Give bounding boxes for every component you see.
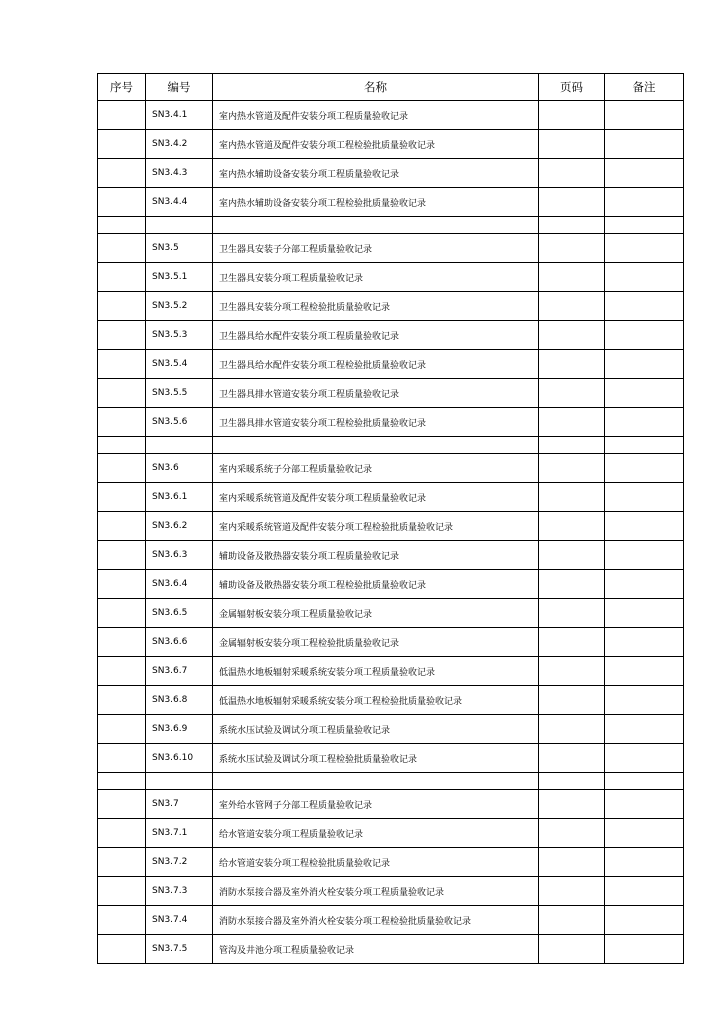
seq-cell xyxy=(98,437,146,454)
code-cell: SN3.6.6 xyxy=(146,628,213,657)
table-header xyxy=(98,74,684,101)
page-cell xyxy=(539,437,605,454)
name-cell: 金属辐射板安装分项工程质量验收记录 xyxy=(213,599,539,628)
seq-cell xyxy=(98,188,146,217)
code-cell: SN3.7.5 xyxy=(146,935,213,964)
seq-cell xyxy=(98,744,146,773)
code-cell: SN3.7.4 xyxy=(146,906,213,935)
table-row-blank xyxy=(98,437,684,454)
table-row xyxy=(98,130,684,159)
table-row xyxy=(98,483,684,512)
table-row xyxy=(98,454,684,483)
name-cell: 管沟及井池分项工程质量验收记录 xyxy=(213,935,539,964)
name-cell: 卫生器具安装子分部工程质量验收记录 xyxy=(213,234,539,263)
table-row xyxy=(98,570,684,599)
note-cell xyxy=(605,512,684,541)
table-row xyxy=(98,657,684,686)
seq-cell xyxy=(98,570,146,599)
header-row xyxy=(98,74,684,101)
page-cell xyxy=(539,599,605,628)
page-cell xyxy=(539,217,605,234)
seq-cell xyxy=(98,877,146,906)
note-cell xyxy=(605,408,684,437)
seq-cell xyxy=(98,657,146,686)
table-row xyxy=(98,906,684,935)
page-cell xyxy=(539,321,605,350)
name-cell: 系统水压试验及调试分项工程检验批质量验收记录 xyxy=(213,744,539,773)
code-cell: SN3.5.2 xyxy=(146,292,213,321)
table-row xyxy=(98,744,684,773)
table-body xyxy=(98,101,684,964)
name-cell: 低温热水地板辐射采暖系统安装分项工程质量验收记录 xyxy=(213,657,539,686)
code-cell: SN3.5.1 xyxy=(146,263,213,292)
page-cell xyxy=(539,906,605,935)
header-name: 名称 xyxy=(213,74,539,101)
name-cell: 卫生器具排水管道安装分项工程检验批质量验收记录 xyxy=(213,408,539,437)
table-row xyxy=(98,935,684,964)
seq-cell xyxy=(98,599,146,628)
code-cell: SN3.5 xyxy=(146,234,213,263)
seq-cell xyxy=(98,379,146,408)
code-cell: SN3.5.5 xyxy=(146,379,213,408)
code-cell: SN3.4.3 xyxy=(146,159,213,188)
name-cell: 低温热水地板辐射采暖系统安装分项工程检验批质量验收记录 xyxy=(213,686,539,715)
table-row xyxy=(98,686,684,715)
page-cell xyxy=(539,715,605,744)
name-cell: 消防水泵接合器及室外消火栓安装分项工程质量验收记录 xyxy=(213,877,539,906)
table-row-blank xyxy=(98,217,684,234)
note-cell xyxy=(605,570,684,599)
note-cell xyxy=(605,819,684,848)
note-cell xyxy=(605,599,684,628)
table-row xyxy=(98,512,684,541)
seq-cell xyxy=(98,715,146,744)
code-cell: SN3.6.4 xyxy=(146,570,213,599)
page-cell xyxy=(539,408,605,437)
name-cell: 卫生器具给水配件安装分项工程质量验收记录 xyxy=(213,321,539,350)
code-cell xyxy=(146,773,213,790)
code-cell: SN3.6.1 xyxy=(146,483,213,512)
code-cell: SN3.5.4 xyxy=(146,350,213,379)
seq-cell xyxy=(98,819,146,848)
name-cell: 室内热水辅助设备安装分项工程检验批质量验收记录 xyxy=(213,188,539,217)
page-cell xyxy=(539,570,605,599)
name-cell: 辅助设备及散热器安装分项工程质量验收记录 xyxy=(213,541,539,570)
note-cell xyxy=(605,292,684,321)
table-row xyxy=(98,819,684,848)
seq-cell xyxy=(98,263,146,292)
table-row xyxy=(98,188,684,217)
code-cell: SN3.6.9 xyxy=(146,715,213,744)
seq-cell xyxy=(98,130,146,159)
note-cell xyxy=(605,483,684,512)
page-cell xyxy=(539,773,605,790)
note-cell xyxy=(605,790,684,819)
name-cell: 室外给水管网子分部工程质量验收记录 xyxy=(213,790,539,819)
note-cell xyxy=(605,744,684,773)
page-cell xyxy=(539,790,605,819)
seq-cell xyxy=(98,408,146,437)
page-cell xyxy=(539,848,605,877)
seq-cell xyxy=(98,217,146,234)
table-row xyxy=(98,628,684,657)
note-cell xyxy=(605,848,684,877)
record-index-table xyxy=(97,73,684,964)
seq-cell xyxy=(98,906,146,935)
note-cell xyxy=(605,321,684,350)
page-cell xyxy=(539,101,605,130)
table-row xyxy=(98,790,684,819)
seq-cell xyxy=(98,512,146,541)
seq-cell xyxy=(98,483,146,512)
page-cell xyxy=(539,935,605,964)
table-row xyxy=(98,715,684,744)
name-cell: 给水管道安装分项工程检验批质量验收记录 xyxy=(213,848,539,877)
note-cell xyxy=(605,906,684,935)
page-cell xyxy=(539,188,605,217)
note-cell xyxy=(605,454,684,483)
code-cell: SN3.6 xyxy=(146,454,213,483)
code-cell: SN3.6.2 xyxy=(146,512,213,541)
name-cell: 金属辐射板安装分项工程检验批质量验收记录 xyxy=(213,628,539,657)
page-cell xyxy=(539,744,605,773)
page-cell xyxy=(539,454,605,483)
name-cell: 给水管道安装分项工程质量验收记录 xyxy=(213,819,539,848)
code-cell: SN3.6.7 xyxy=(146,657,213,686)
seq-cell xyxy=(98,321,146,350)
page-cell xyxy=(539,159,605,188)
seq-cell xyxy=(98,773,146,790)
seq-cell xyxy=(98,686,146,715)
table-row xyxy=(98,848,684,877)
name-cell: 室内采暖系统管道及配件安装分项工程质量验收记录 xyxy=(213,483,539,512)
name-cell xyxy=(213,437,539,454)
seq-cell xyxy=(98,101,146,130)
header-note: 备注 xyxy=(605,74,684,101)
table-row xyxy=(98,877,684,906)
code-cell: SN3.5.6 xyxy=(146,408,213,437)
page-cell xyxy=(539,657,605,686)
table-row xyxy=(98,350,684,379)
code-cell: SN3.6.3 xyxy=(146,541,213,570)
code-cell: SN3.4.1 xyxy=(146,101,213,130)
table-row-blank xyxy=(98,773,684,790)
page-cell xyxy=(539,350,605,379)
name-cell: 卫生器具排水管道安装分项工程质量验收记录 xyxy=(213,379,539,408)
seq-cell xyxy=(98,292,146,321)
page-cell xyxy=(539,819,605,848)
table-row xyxy=(98,234,684,263)
page-cell xyxy=(539,292,605,321)
code-cell: SN3.6.5 xyxy=(146,599,213,628)
note-cell xyxy=(605,628,684,657)
header-seq: 序号 xyxy=(98,74,146,101)
seq-cell xyxy=(98,935,146,964)
seq-cell xyxy=(98,350,146,379)
header-code: 编号 xyxy=(146,74,213,101)
seq-cell xyxy=(98,790,146,819)
code-cell: SN3.5.3 xyxy=(146,321,213,350)
note-cell xyxy=(605,263,684,292)
page-cell xyxy=(539,877,605,906)
code-cell xyxy=(146,437,213,454)
code-cell: SN3.7.2 xyxy=(146,848,213,877)
table-row xyxy=(98,321,684,350)
name-cell: 辅助设备及散热器安装分项工程检验批质量验收记录 xyxy=(213,570,539,599)
seq-cell xyxy=(98,454,146,483)
page-cell xyxy=(539,686,605,715)
page-cell xyxy=(539,130,605,159)
table-row xyxy=(98,263,684,292)
note-cell xyxy=(605,935,684,964)
seq-cell xyxy=(98,159,146,188)
code-cell: SN3.7.3 xyxy=(146,877,213,906)
name-cell xyxy=(213,217,539,234)
note-cell xyxy=(605,657,684,686)
name-cell: 室内热水辅助设备安装分项工程质量验收记录 xyxy=(213,159,539,188)
code-cell: SN3.7.1 xyxy=(146,819,213,848)
table-row xyxy=(98,379,684,408)
note-cell xyxy=(605,101,684,130)
code-cell: SN3.4.2 xyxy=(146,130,213,159)
note-cell xyxy=(605,130,684,159)
table-row xyxy=(98,408,684,437)
page-cell xyxy=(539,628,605,657)
name-cell: 卫生器具安装分项工程质量验收记录 xyxy=(213,263,539,292)
note-cell xyxy=(605,350,684,379)
page-cell xyxy=(539,379,605,408)
note-cell xyxy=(605,715,684,744)
note-cell xyxy=(605,188,684,217)
note-cell xyxy=(605,437,684,454)
name-cell: 室内热水管道及配件安装分项工程检验批质量验收记录 xyxy=(213,130,539,159)
table-row xyxy=(98,292,684,321)
seq-cell xyxy=(98,848,146,877)
name-cell: 卫生器具安装分项工程检验批质量验收记录 xyxy=(213,292,539,321)
header-page: 页码 xyxy=(539,74,605,101)
note-cell xyxy=(605,234,684,263)
page-cell xyxy=(539,483,605,512)
note-cell xyxy=(605,686,684,715)
note-cell xyxy=(605,541,684,570)
name-cell: 卫生器具给水配件安装分项工程检验批质量验收记录 xyxy=(213,350,539,379)
page-cell xyxy=(539,234,605,263)
table-row xyxy=(98,599,684,628)
page-cell xyxy=(539,541,605,570)
code-cell xyxy=(146,217,213,234)
page-cell xyxy=(539,512,605,541)
code-cell: SN3.6.8 xyxy=(146,686,213,715)
note-cell xyxy=(605,379,684,408)
note-cell xyxy=(605,773,684,790)
code-cell: SN3.6.10 xyxy=(146,744,213,773)
table-row xyxy=(98,541,684,570)
name-cell: 室内热水管道及配件安装分项工程质量验收记录 xyxy=(213,101,539,130)
code-cell: SN3.4.4 xyxy=(146,188,213,217)
code-cell: SN3.7 xyxy=(146,790,213,819)
name-cell: 室内采暖系统子分部工程质量验收记录 xyxy=(213,454,539,483)
note-cell xyxy=(605,877,684,906)
table-row xyxy=(98,101,684,130)
note-cell xyxy=(605,217,684,234)
page-cell xyxy=(539,263,605,292)
seq-cell xyxy=(98,234,146,263)
name-cell: 消防水泵接合器及室外消火栓安装分项工程检验批质量验收记录 xyxy=(213,906,539,935)
note-cell xyxy=(605,159,684,188)
table-row xyxy=(98,159,684,188)
name-cell: 室内采暖系统管道及配件安装分项工程检验批质量验收记录 xyxy=(213,512,539,541)
seq-cell xyxy=(98,628,146,657)
name-cell: 系统水压试验及调试分项工程质量验收记录 xyxy=(213,715,539,744)
seq-cell xyxy=(98,541,146,570)
name-cell xyxy=(213,773,539,790)
